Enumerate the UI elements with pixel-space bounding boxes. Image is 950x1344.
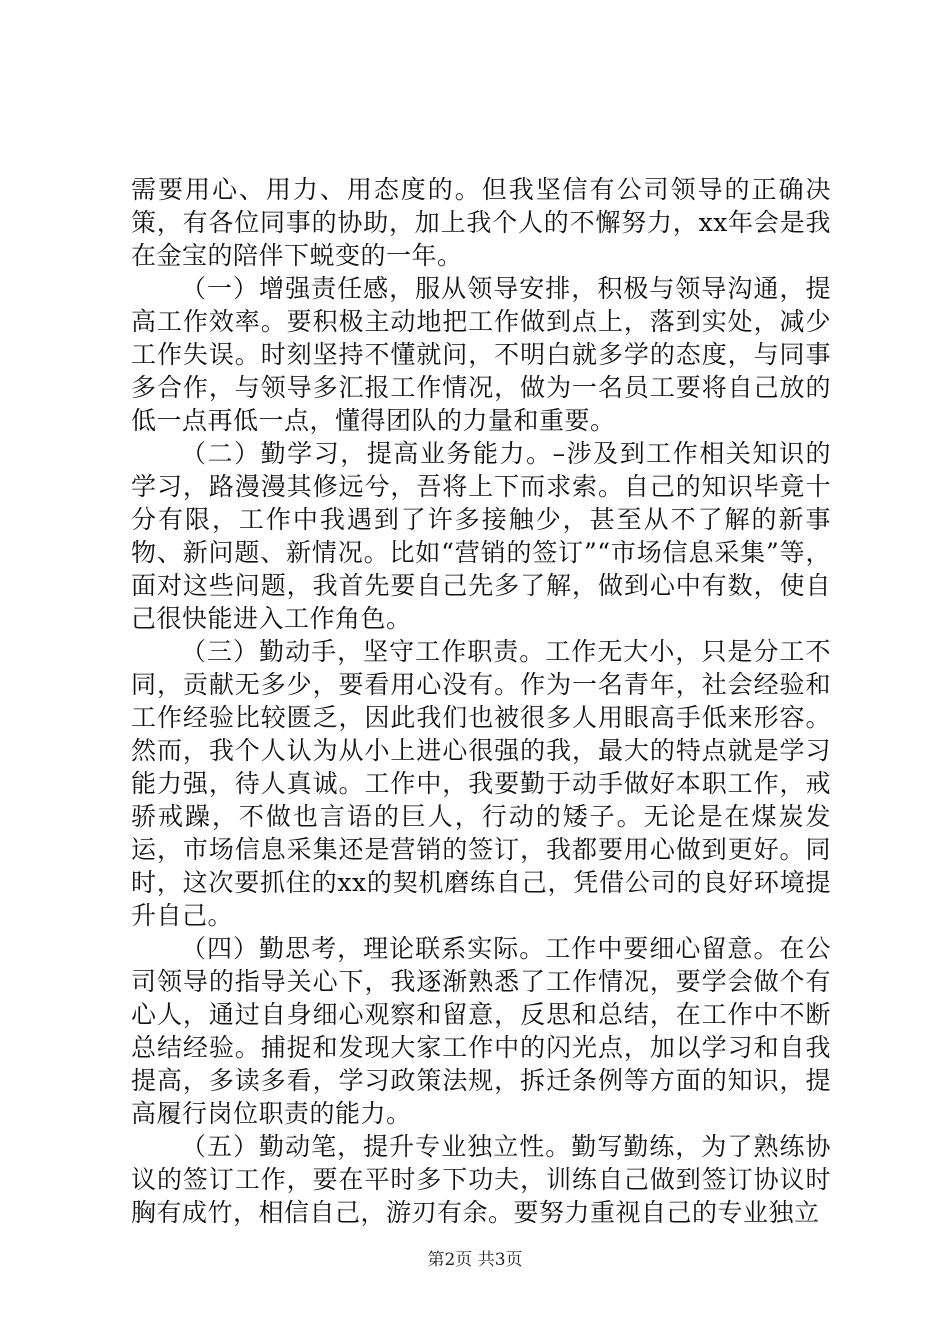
page-number-footer: 第2页 共3页 bbox=[427, 1250, 523, 1270]
paragraph-item-2: （二）勤学习，提高业务能力。–涉及到工作相关知识的学习，路漫漫其修远兮，吾将上下而求索。自己的知识毕竟十分有限，工作中我遇到了许多接触少，甚至从不了解的新事物、新问题、新情况。比如“营销的签订”“市场信息采集”等，面对这些问题，我首先要自己先多了解，做到心中有数，使自己很快能进入工作角色。 bbox=[131, 439, 831, 633]
paragraph-continued: 需要用心、用力、用态度的。但我坚信有公司领导的正确决策，有各位同事的协助，加上我个人的不懈努力，xx年会是我在金宝的陪伴下蜕变的一年。 bbox=[131, 175, 831, 270]
document-body bbox=[131, 173, 831, 1229]
paragraph-item-4: （四）勤思考，理论联系实际。工作中要细心留意。在公司领导的指导关心下，我逐渐熟悉了工作情况，要学会做个有心人，通过自身细心观察和留意，反思和总结，在工作中不断总结经验。捕捉和发现大家工作中的闪光点，加以学习和自我提高，多读多看，学习政策法规，拆迁条例等方面的知识，提高履行岗位职责的能力。 bbox=[131, 934, 831, 1128]
paragraph-item-1: （一）增强责任感，服从领导安排，积极与领导沟通，提高工作效率。要积极主动地把工作做到点上，落到实处，减少工作失误。时刻坚持不懂就问，不明白就多学的态度，与同事多合作，与领导多汇报工作情况，做为一名员工要将自己放的低一点再低一点，懂得团队的力量和重要。 bbox=[131, 274, 831, 435]
paragraph-item-3: （三）勤动手，坚守工作职责。工作无大小，只是分工不同，贡献无多少，要看用心没有。作为一名青年，社会经验和工作经验比较匮乏，因此我们也被很多人用眼高手低来形容。然而，我个人认为从小上进心很强的我，最大的特点就是学习能力强，待人真诚。工作中，我要勤于动手做好本职工作，戒骄戒躁，不做也言语的巨人，行动的矮子。无论是在煤炭发运，市场信息采集还是营销的签订，我都要用心做到更好。同时，这次要抓住的xx的契机磨练自己，凭借公司的良好环境提升自己。 bbox=[131, 637, 831, 930]
paragraph-item-5: （五）勤动笔，提升专业独立性。勤写勤练，为了熟练协议的签订工作，要在平时多下功夫，训练自己做到签订协议时胸有成竹，相信自己，游刃有余。要努力重视自己的专业独立 bbox=[131, 1132, 831, 1227]
